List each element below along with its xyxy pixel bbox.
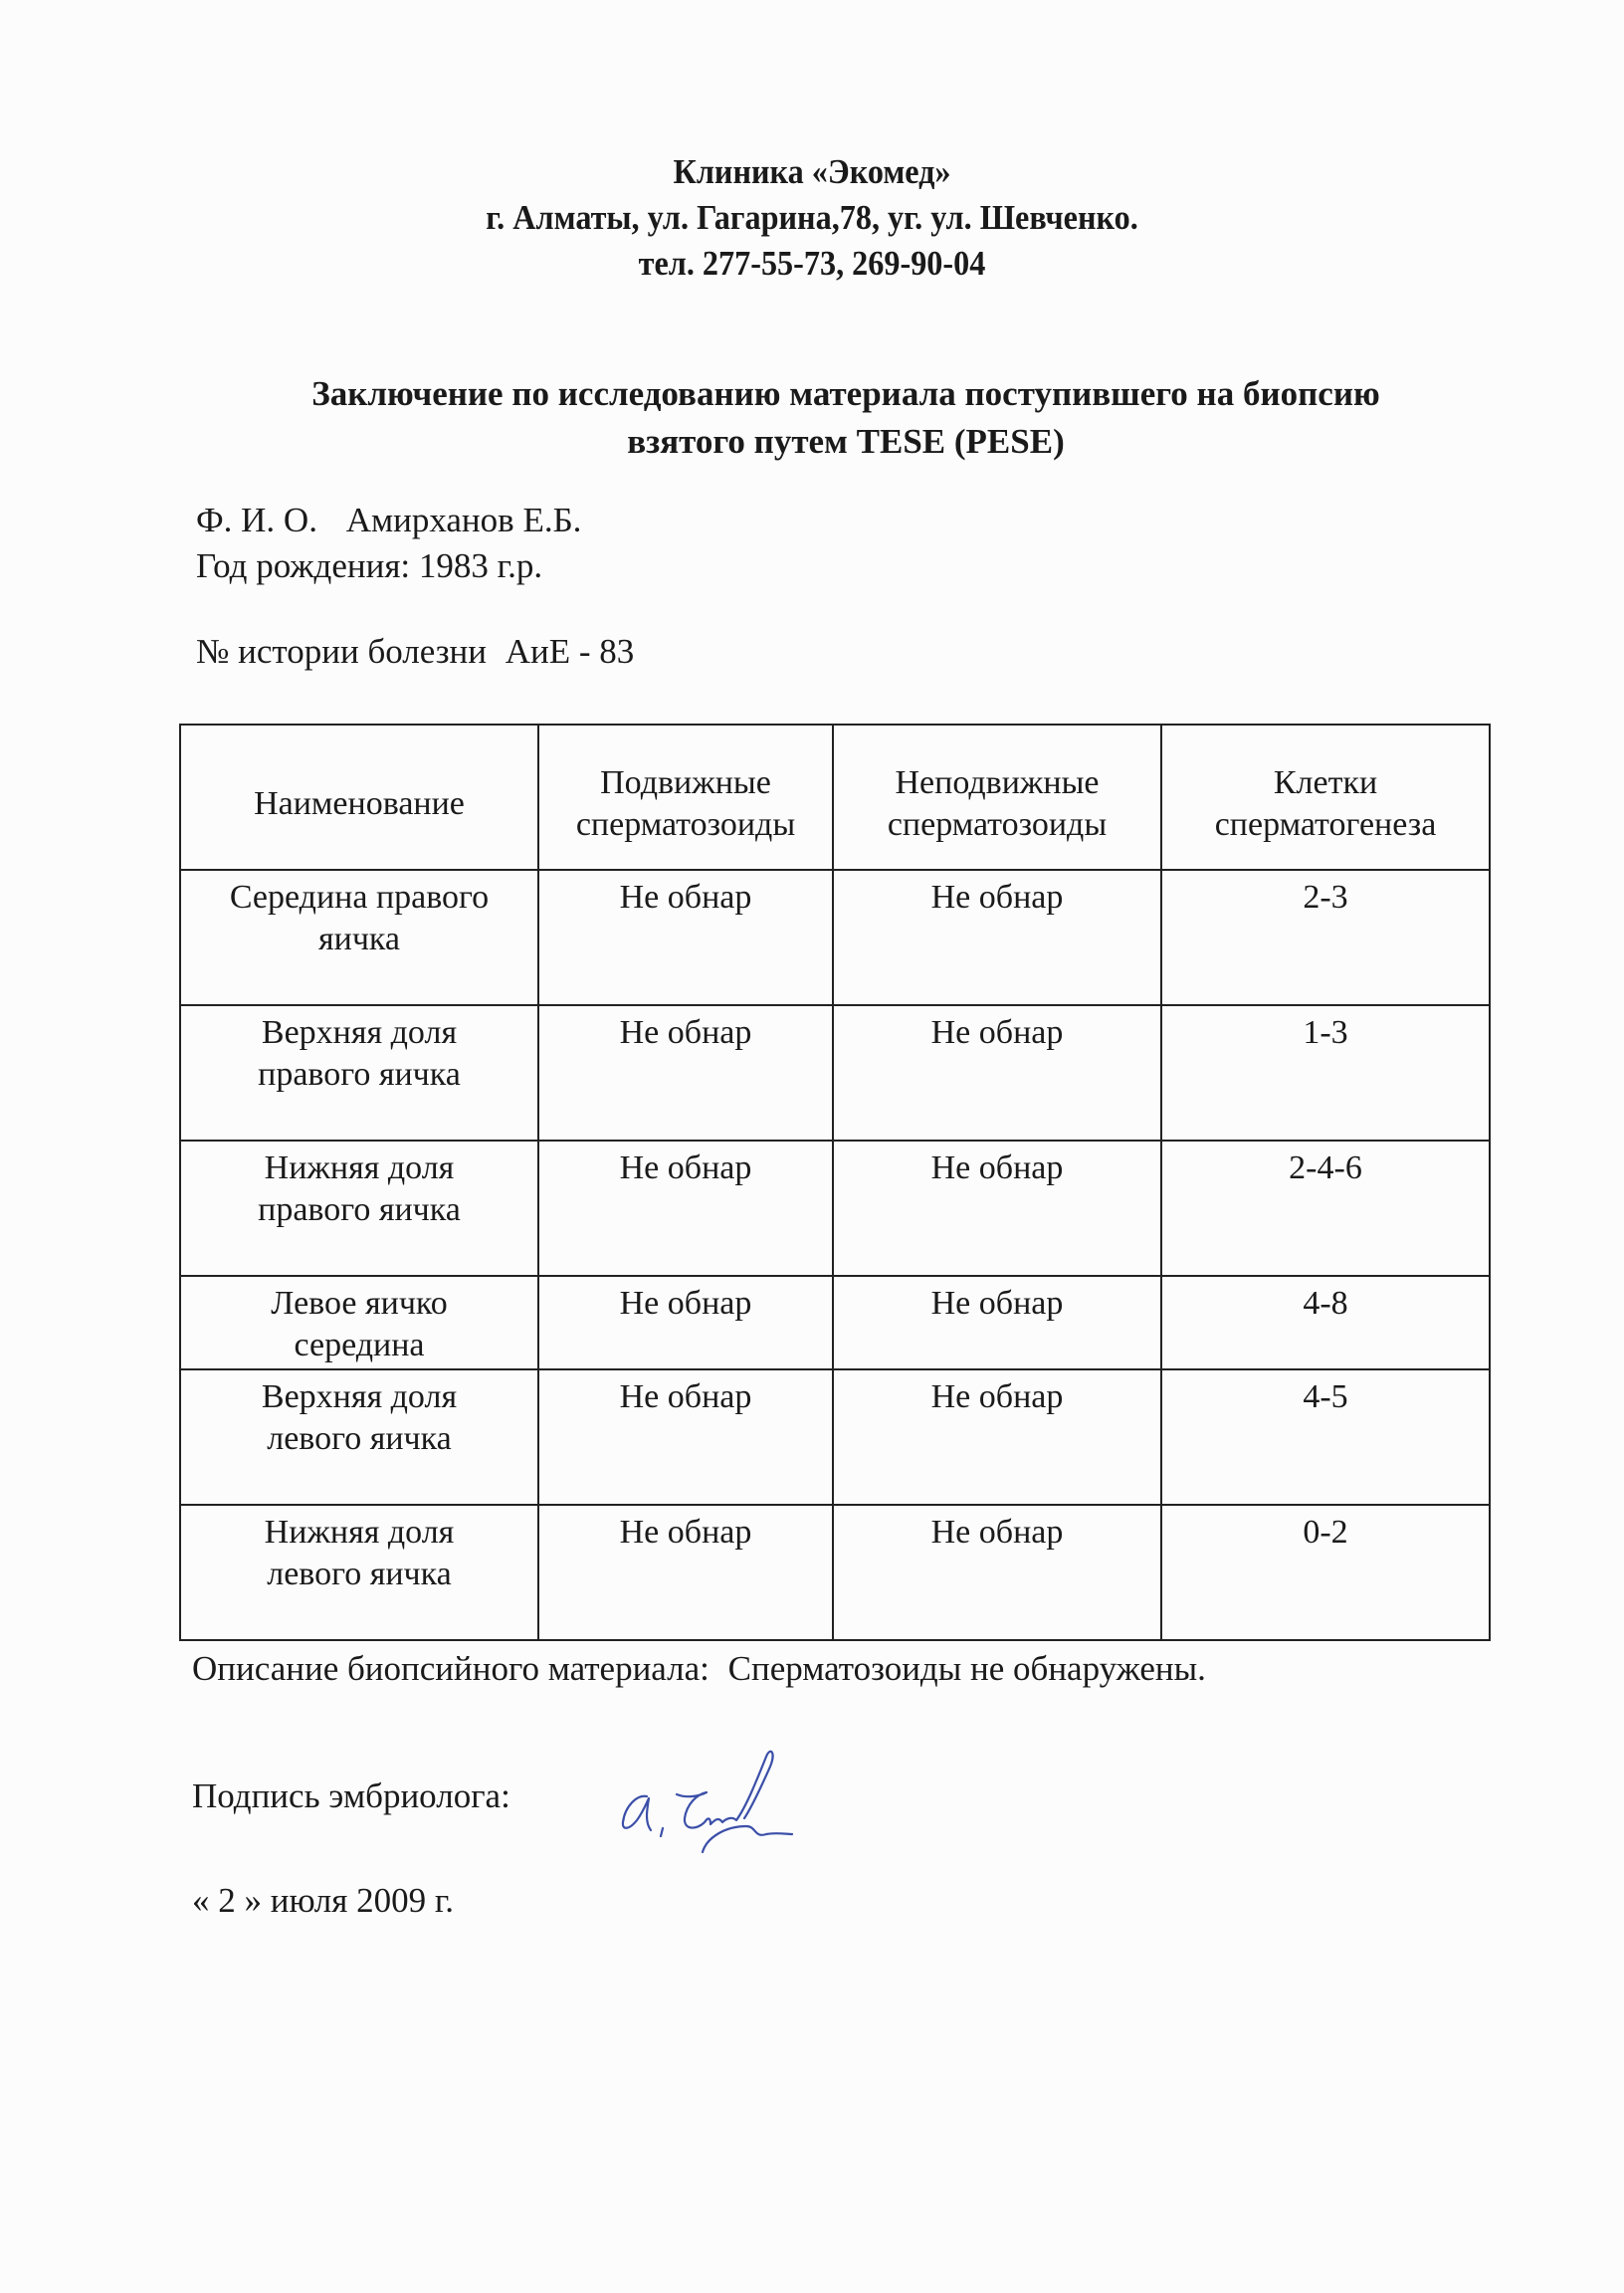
biopsy-description — [192, 1649, 1206, 1689]
document-date: « 2 » июля 2009 г. — [192, 1881, 454, 1920]
cell-immotile: Не обнар — [833, 1141, 1161, 1276]
header-text: сперматозоиды — [887, 806, 1108, 843]
cell-name — [180, 1141, 538, 1276]
cell-motile: Не обнар — [538, 870, 833, 1005]
cell-immotile: Не обнар — [833, 1276, 1161, 1369]
cell-name — [180, 1005, 538, 1141]
signature-label: Подпись эмбриолога: — [192, 1776, 510, 1815]
cell-text: яичка — [317, 921, 401, 957]
table-header-row — [180, 725, 1490, 870]
title-line-1: Заключение по исследованию материала поступившего на биопсию — [311, 374, 1380, 413]
history-number-label: № истории болезни — [196, 632, 488, 671]
cell-name — [180, 870, 538, 1005]
table-row — [180, 870, 1490, 1005]
description-value: Сперматозоиды не обнаружены. — [727, 1649, 1206, 1688]
header-text: Неподвижные — [895, 764, 1100, 801]
cell-name — [180, 1505, 538, 1640]
cell-immotile: Не обнар — [833, 1005, 1161, 1141]
signature-stroke — [661, 1828, 663, 1836]
cell-motile: Не обнар — [538, 1005, 833, 1141]
cell-cells: 2-3 — [1161, 870, 1490, 1005]
header-name — [180, 725, 538, 870]
patient-info — [196, 498, 581, 589]
table-row — [180, 1369, 1490, 1505]
cell-motile: Не обнар — [538, 1141, 833, 1276]
patient-name-line — [196, 498, 581, 543]
biopsy-results-table — [179, 724, 1491, 1641]
signature-stroke — [703, 1826, 792, 1852]
header-text: Подвижные — [600, 764, 771, 801]
document-title — [199, 370, 1493, 466]
cell-text: середина — [294, 1327, 425, 1363]
cell-text: правого яичка — [258, 1056, 461, 1093]
cell-text: Верхняя доля — [261, 1014, 458, 1051]
header-immotile — [833, 725, 1161, 870]
cell-text: Верхняя доля — [261, 1378, 458, 1415]
cell-name — [180, 1276, 538, 1369]
patient-name: Амирханов Е.Б. — [345, 501, 582, 539]
birth-year-label: Год рождения: — [196, 546, 411, 585]
birth-year: 1983 г.р. — [418, 546, 543, 585]
cell-immotile: Не обнар — [833, 1369, 1161, 1505]
clinic-name: Клиника «Экомед» — [673, 152, 951, 191]
embryologist-signature — [607, 1727, 846, 1866]
cell-immotile: Не обнар — [833, 870, 1161, 1005]
header-cells — [1161, 725, 1490, 870]
cell-cells: 4-8 — [1161, 1276, 1490, 1369]
header-text: Клетки — [1273, 764, 1378, 801]
cell-cells: 4-5 — [1161, 1369, 1490, 1505]
clinic-address: г. Алматы, ул. Гагарина,78, уг. ул. Шевченко. — [486, 198, 1138, 237]
description-label: Описание биопсийного материала: — [192, 1649, 710, 1688]
patient-name-label: Ф. И. О. — [196, 501, 317, 539]
table-row — [180, 1141, 1490, 1276]
signature-stroke — [677, 1752, 773, 1828]
clinic-header — [0, 149, 1624, 287]
cell-motile: Не обнар — [538, 1369, 833, 1505]
cell-cells: 0-2 — [1161, 1505, 1490, 1640]
cell-cells: 2-4-6 — [1161, 1141, 1490, 1276]
header-text: сперматозоиды — [575, 806, 796, 843]
cell-motile: Не обнар — [538, 1276, 833, 1369]
history-number-line — [196, 629, 634, 675]
signature-stroke — [623, 1796, 651, 1830]
cell-immotile: Не обнар — [833, 1505, 1161, 1640]
cell-text: левого яичка — [267, 1556, 452, 1592]
header-motile — [538, 725, 833, 870]
table-row — [180, 1005, 1490, 1141]
header-text: Наименование — [254, 785, 465, 822]
cell-text: Середина правого — [229, 879, 490, 916]
cell-text: Нижняя доля — [264, 1514, 455, 1551]
table-row — [180, 1276, 1490, 1369]
cell-text: Нижняя доля — [264, 1149, 455, 1186]
title-line-2: взятого путем TESE (PESE) — [627, 422, 1065, 461]
cell-text: левого яичка — [267, 1420, 452, 1457]
cell-motile: Не обнар — [538, 1505, 833, 1640]
table-row — [180, 1505, 1490, 1640]
history-number: АиЕ - 83 — [505, 632, 635, 671]
cell-name — [180, 1369, 538, 1505]
birth-year-line — [196, 543, 581, 589]
header-text: сперматогенеза — [1214, 806, 1437, 843]
clinic-phone: тел. 277-55-73, 269-90-04 — [638, 244, 986, 283]
cell-cells: 1-3 — [1161, 1005, 1490, 1141]
cell-text: Левое яичко — [271, 1285, 448, 1322]
cell-text: правого яичка — [258, 1191, 461, 1228]
